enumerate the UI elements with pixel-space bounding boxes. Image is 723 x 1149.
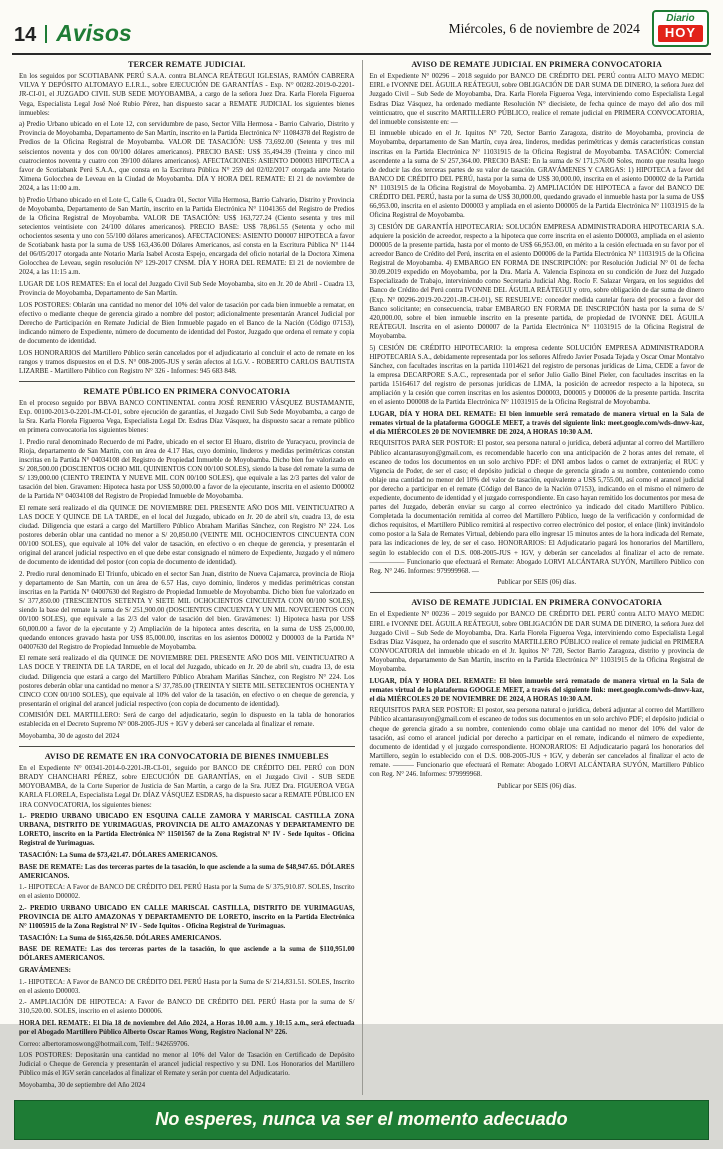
notice-tercer-remate-judicial: [19, 60, 355, 376]
issue-date: Miércoles, 6 de noviembre de 2024: [448, 20, 640, 36]
notice-title: AVISO DE REMATE JUDICIAL EN PRIMERA CONVOCATORIA: [411, 60, 663, 70]
right-column: [362, 60, 712, 1095]
notice-paragraph: LOS POSTORES: Depositarán una cantidad no menor al 10% del Valor de Tasación en Certificado de Depósito Judicial o Cheque de Gerencia y presentarán el arancel judicial respectivo y su DNI. Los Honorarios del Martillero Público más el IGV serán cancelados al finalizar el Remate y serán por cuenta del Adjudicatario.: [19, 1051, 355, 1078]
notice-paragraph: 2. Predio rural denominado El Triunfo, ubicado en el sector San Juan, distrito de Nueva Cajamarca, provincia de Rioja y departamento de San Martín, con un área de 6.57 Has, cuyo dominio, linderos y medidas perimétricas constan inscritas en la Partida N° 04007630 del Registro de Propiedad Inmueble de Moyobamba. Dicho bien fue valorizado en S/ 377,850.00 (TRESCIENTOS SETENTA Y SIETE MIL OCHOCIENTOS CINCUENTA CON 00/100 SOLES), siendo la base del remate la suma de S/ 251,900.00 (DOSCIENTOS CINCUENTA Y UN MIL NOVECIENTOS CON 00/100 SOLES), que equivale a las 2/3 del valor de tasación del bien. Gravámenes: 1) Hipoteca hasta por US$ 60,000.00 a favor de la ejecutante y 2) Ampliación de la hipoteca antes descrita, en la suma de US$ 25,000.00, quedando entonces gravado hasta por US$ 85,000.00, inscritas en los asientos D00002 y D00003 de la Partida N° 04007630 del Registro de Propiedad Inmueble de Moyobamba.: [19, 569, 355, 651]
notice-paragraph: b) Predio Urbano ubicado en el Lote C, Calle 6, Cuadra 01, Sector Villa Hermosa, Barrio Calvario, Distrito y Provincia de Moyobamba, Departamento de San Martín, inscrito en la Partida Electrónica N° 11041365 del Registro de Predios de la Oficina Registral de Moyobamba. VALOR DE TASACIÓN: US$ 163,727.24 (Ciento sesenta y tres mil setecientos veintisiete con 24/100 dólares americanos). PRECIO BASE: US$ 78,861.55 (Setenta y ocho mil ochocientos sesenta y uno con 55/100 dólares americanos). AFECTACIONES: ASIENTO D00007 HIPOTECA a favor de Scotiabank hasta por la suma de US$ 163,436.00 Dólares Americanos, así consta en la Escritura Pública N° 1144 del 06/05/2017 otorgada ante Notario María Isabel Acosta Espejo, encargada del oficio notarial de la Doctora Ximena Golocchea de Leveau, según resolución N° 129-2017 CNSM. DÍA Y HORA DEL REMATE: El 21 de noviembre de 2024, a las 11:15 a.m.: [19, 195, 355, 277]
page-footer: [12, 1095, 711, 1149]
header-divider: [45, 25, 47, 43]
notices-area: [12, 55, 711, 1095]
notice-paragraph: TASACIÓN: La Suma de $165,426.50. DÓLARES AMERICANOS.: [19, 933, 222, 942]
notice-paragraph: LUGAR DE LOS REMATES: En el local del Juzgado Civil Sub Sede Moyobamba, sito en Jr. 20 de Abril - Cuadra 13, Provincia de Moyobamba, Departamento de San Martín.: [19, 279, 355, 297]
section-title: Avisos: [56, 20, 132, 47]
notice-paragraph: En el proceso seguido por BBVA BANCO CONTINENTAL contra JOSÉ RENERIO VÁSQUEZ BUSTAMANTE, Exp. 00100-2013-0-2201-JM-CI-01, sobre ejecución de garantías, el Juzgado Civil Sub Sede Moyobamba, a cargo de la Sra. Karla Florela Figueroa Vega, Especialista Legal Dr. Esdras Díaz Vásquez, ha dispuesto sacar a remate público en primera convocatoria los siguientes bienes:: [19, 398, 355, 435]
notice-paragraph: GRAVÁMENES:: [19, 966, 71, 975]
notice-title: TERCER REMATE JUDICIAL: [127, 60, 246, 70]
notice-paragraph: a) Predio Urbano ubicado en el Lote 12, con servidumbre de paso, Sector Villa Hermosa - Barrio Calvario, Distrito y Provincia de Moyobamba, Departamento de San Martín, inscrito en la Partida Electrónica N° 11084378 del Registro de Predios de la Oficina Registral de Moyobamba. VALOR DE TASACIÓN: US$ 73,692.00 (Setenta y tres mil seiscientos noventa y dos con 00/100 dólares americanos). PRECIO BASE: US$ 35,494.39 (Treinta y cinco mil cuatrocientos noventa y cuatro con 39/100 dólares americanos). AFECTACIONES: ASIENTO D00003 HIPOTECA a favor de Scotiabank Perú S.A.A., que consta en la Escritura Pública N° 259 del 02/02/2017 otorgada ante Notario Ximena Golocchea de Leveau en la Ciudad de Moyobamba. DÍA Y HORA DEL REMATE: El 21 de noviembre de 2024, a las 11:00 a.m.: [19, 120, 355, 192]
notice-title: REMATE PÚBLICO EN PRIMERA CONVOCATORIA: [83, 386, 291, 396]
date-brand-block: [449, 10, 709, 47]
left-column: [12, 60, 362, 1095]
notice-paragraph: Correo: albertoramoswong@hotmail.com, Telf.: 942659706.: [19, 1039, 190, 1048]
notice-body: [19, 764, 355, 1090]
notice-paragraph: LUGAR, DÍA Y HORA DEL REMATE: El bien inmueble será rematado de manera virtual en la Sala de remates virtual de la plataforma GOOGLE MEET, a través del siguiente link: meet.google.com/wds-dnwv-kaz, el día MIÉRCOLES 20 DE NOVIEMBRE DE 2024, A HORAS 10:30 A.M.: [369, 409, 704, 436]
notice-paragraph: En los seguidos por SCOTIABANK PERÚ S.A.A. contra BLANCA REÁTEGUI IGLESIAS, RAMÓN CABRERA VILVA Y DEPÓSITO ALTOMAYO E.I.R.L., sobre EJECUCIÓN DE GARANTÍAS - Exp. N° 00282-2019-0-2201-JR-CI-01, el JUZGADO CIVIL SUB SEDE MOYOBAMBA, a cargo de la señora Juez Dra. Karla Florela Figueroa Vega, Especialista Legal José Noé Rubio Pérez, han dispuesto sacar a REMATE JUDICIAL los siguientes bienes inmuebles:: [19, 72, 355, 117]
notice-paragraph: 1.- PREDIO URBANO UBICADO EN ESQUINA CALLE ZAMORA Y MARISCAL CASTILLA ZONA URBANA, DISTRITO DE YURIMAGUAS, PROVINCIA DE ALTO AMAZONAS Y DEPARTAMENTO DE LORETO, inscrito en la Partida Electrónica N° 11501567 de la Zona Registral N° IV - Sede Iquitos - Oficina Registral de Yurimaguas.: [19, 812, 355, 848]
notice-paragraph: HORA DEL REMATE: El Día 18 de noviembre del Año 2024, a Horas 10.00 a.m. y 10:15 a.m., será efectuada por el Abogado Martillero Público Alberto Oscar Ramos Wong, Registro Nacional N° 226.: [19, 1019, 355, 1037]
notice-paragraph: En el Expediente N° 00296 – 2018 seguido por BANCO DE CRÉDITO DEL PERÚ contra ALTO MAYO MEDIC EIRL e IVONNE DEL ÁGUILA REÁTEGUI, sobre OBLIGACIÓN DE DAR SUMA DE DINERO, la señora Juez del Juzgado Civil – Sub Sede de Moyobamba, Dra. Karla Florela Figueroa Vega, interviniendo como Especialista Legal Esdras Díaz Vásquez, ha ordenado mediante Resolución N° diecisiete, de fecha quince de mayo del año dos mil veinticuatro, que el suscrito MARTILLERO PÚBLICO, realice el remate judicial en PRIMERA CONVOCATORIA, del inmueble consistente en: —: [369, 72, 704, 126]
notice-paragraph: LUGAR, DÍA Y HORA DEL REMATE: El bien inmueble será rematado de manera virtual en la Sala de remates virtual de la plataforma GOOGLE MEET, a través del siguiente link: meet.google.com/wds-dnwv-kaz, el día MIÉRCOLES 20 DE NOVIEMBRE DE 2024, A HORAS 10:30 A.M.: [369, 676, 704, 703]
notice-paragraph: 5) CESIÓN DE CRÉDITO HIPOTECARIO: la empresa cedente SOLUCIÓN EMPRESA ADMINISTRADORA HIPOTECARIA S.A., debidamente representada por los señores Alfredo Javier Posada Tejada y Oscar Omar Montalvo Sánchez, con facultades inscritas en la partida 11014621 del registro de personas jurídicas de Lima, CEDE a favor de la empresa DECARPORE S.A.C., representada por el señor Julio Gallo Binel Pieler, con facultades inscritas en la partida 15164617 del registro de personas jurídicas de LIMA, la posición de acreedor respecto a la hipoteca, su ampliación y la cesión que corren inscritas en los asientos D00003, D00005 y D00006 de la presente partida. Inscrita en el asiento D00008 de la Partida Electrónica N° 11031915 de la Oficina Registral de Moyobamba.: [369, 343, 704, 407]
page-number: 14: [14, 24, 37, 47]
footer-banner: [14, 1100, 709, 1140]
notice-paragraph: COMISIÓN DEL MARTILLERO: Será de cargo del adjudicatario, según lo dispuesto en la tabla de honorarios establecida en el Decreto Supremo N° 008-2005-JUS + IGV y deberá ser cancelada al finalizar el remate.: [19, 711, 355, 729]
notice-paragraph: BASE DE REMATE: Las dos terceras partes de la tasación, lo que asciende a la suma de $48,947.65. DÓLARES AMERICANOS.: [19, 862, 355, 880]
notice-paragraph: LOS POSTORES: Oblarán una cantidad no menor del 10% del valor de tasación por cada bien inmueble a rematar, en efectivo o mediante cheque de gerencia girado a nombre del postor; adicionalmente presentarán Arancel Judicial por Derecho de Participación en Remate Judicial de Bien Inmueble pagado en el Banco de la Nación (Código 07153), indicando número de Expediente, número de documento de identidad del Postor, Juzgado que ordena el remate y copia de documento de identidad.: [19, 300, 355, 345]
notice-paragraph: En el Expediente N° 00341-2014-0-2201-JR-CI-01, seguido por BANCO DE CRÉDITO DEL PERÚ con DON BRADY CHANCHARI PÉREZ, sobre EJECUCIÓN DE GARANTÍAS, en el Juzgado Civil - SUB SEDE MOYOBAMBA, de la Corte Superior de Justicia de San Martín, a cargo de la Sra. JUEZ Dra. FIGUEROA VEGA KARLA FLORELA, Especialista Legal Dr. DÍAZ VÁSQUEZ ESDRAS, ha dispuesto sacar a REMATE PÚBLICO EN 1RA CONVOCATORIA, los siguientes bienes:: [19, 764, 355, 809]
notice-paragraph: 1.- HIPOTECA: A Favor de BANCO DE CRÉDITO DEL PERÚ Hasta por la Suma de S/ 375,910.87. SOLES, Inscrito en el asiento D00002.: [19, 883, 355, 901]
notice-body: [19, 72, 355, 376]
notice-paragraph: Moyobamba, 30 de agosto del 2024: [19, 732, 120, 741]
notice-body: [19, 399, 355, 741]
logo-hoy-text: HOY: [658, 25, 703, 42]
notice-paragraph: Moyobamba, 30 de septiembre del Año 2024: [19, 1081, 146, 1090]
notice-title: AVISO DE REMATE JUDICIAL EN PRIMERA CONVOCATORIA: [411, 598, 663, 608]
notice-paragraph: TASACIÓN: La Suma de $73,421.47. DÓLARES AMERICANOS.: [19, 851, 218, 860]
notice-body: [370, 72, 705, 587]
notice-remate-1ra-convocatoria-bienes-inmuebles: [19, 746, 355, 1090]
notice-paragraph: En el Expediente N° 00236 – 2019 seguido por BANCO DE CRÉDITO DEL PERÚ contra ALTO MAYO MEDIC EIRL e IVONNE DEL ÁGUILA REÁTEGUI, sobre OBLIGACIÓN DE DAR SUMA DE DINERO, la señora Juez del Juzgado Civil – Sub Sede de Moyobamba, Dra. Karla Florela Figueroa Vega, interviniendo como Especialista Legal Esdras Díaz Vásquez, ha ordenado que el suscrito MARTILLERO PÚBLICO realice el remate judicial en PRIMERA CONVOCATORIA del inmueble ubicado en el Jr. Iquitos N° 720, Sector Barrio Zaragoza, distrito y provincia de Moyobamba, departamento de San Martín, inscrito en la Partida Electrónica N° 11031915 de la Oficina Registral de Moyobamba.: [369, 610, 704, 674]
notice-title: AVISO DE REMATE EN 1RA CONVOCATORIA DE BIENES INMUEBLES: [44, 752, 329, 762]
banner-text: No esperes, nunca va ser el momento adecuado: [155, 1109, 568, 1130]
notice-paragraph: 2.- AMPLIACIÓN DE HIPOTECA: A Favor de BANCO DE CRÉDITO DEL PERÚ Hasta por la suma de S/ 310,520.00. SOLES, inscrito en el asiento D00006.: [19, 998, 355, 1016]
notice-paragraph: REQUISITOS PARA SER POSTOR: El postor, sea persona natural o jurídica, deberá adjuntar al correo del Martillero Público alcantarasuyon@gmail.com, es recomendable hacerlo con una anticipación de 2 horas antes del remate, el escaneo de todos los documentos en un solo archivo PDF: el DNI ambos lados o carnet de extranjería; el RUC y Vigencia de Poder, de ser el caso; el depósito judicial o cheque de gerencia girado a su nombre, conteniendo como oblaje una cantidad no menor del 10% del valor de tasación, equivalente a US$ 5,755.00, así como el arancel judicial por derecho a participar en el remate (Código del Banco de la Nación 07153), indicando en el mismo el número de expediente, documento de identidad y el juzgado correspondiente. En caso hayan remitido los documentos por mesa de partes del Juzgado, deberán enviar su cargo al correo electrónico ya indicado del citado Martillero Público. Completada la documentación remitida al correo del Martillero Público, luego de la verificación y conformidad de dichos requisitos, el Martillero Público remitirá al respectivo correo electrónico del postor, el enlace (link) invitándolo como postor a la Sala de Remates Virtual, debiendo para ello ingresar 15 minutos antes de la hora indicada del Remate, para las indicaciones de ley, de ser el caso. HONORARIOS: El Adjudicatario pagará los honorarios del Martillero, según lo establecido con el D.S. 008-2005-JUS + IGV, y deberán ser cancelados al finalizar el acto de remate. ————— Funcionario que efectuará el Remate: Abogado LORVI ALCÁNTARA SUYÓN, Martillero Público con Reg. N° 246. Informes: 979999968. —: [369, 439, 704, 575]
page-header: [12, 8, 711, 55]
notice-remate-publico-primera-convocatoria: [19, 381, 355, 741]
notice-paragraph: El inmueble ubicado en el Jr. Iquitos N° 720, Sector Barrio Zaragoza, distrito de Moyobamba, provincia de Moyobamba, departamento de San Martín, cuya área, linderos, medidas perimétricas y demás características constan inscritas en la Partida Electrónica N° 11031915 de la Oficina Registral de Moyobamba. TASACIÓN: Comercial ascendente a la suma de S/ 257,364.00. PRECIO BASE: En la suma de S/ 171,576.00 Soles, monto que resulta luego de deducir las dos terceras partes de su valor de tasación. GRAVÁMENES Y CARGAS: 1) HIPOTECA a favor del BANCO DE CRÉDITO DEL PERÚ, hasta por la suma de US$ 30,000.00, inscrita en el asiento D00002 de la Partida N° 11031915 de la Oficina Registral de Moyobamba. 2) AMPLIACIÓN DE HIPOTECA a favor del BANCO DE CRÉDITO DEL PERÚ, hasta por la suma de US$ 30,000.00, quedando gravado el inmueble hasta por la suma de US$ 66,953.00, inscrita en el asiento D00003 y ampliada en el asiento D00005 de la Partida Electrónica N° 11031915 de la Oficina Registral de Moyobamba.: [369, 129, 704, 220]
notice-paragraph: El remate será realizado el día QUINCE DE NOVIEMBRE DEL PRESENTE AÑO DOS MIL VEINTICUATRO A LAS DOCE Y TREINTA DE LA TARDE, en el local del Juzgado, ubicado en Jr. 20 de abril s/n, cuadra 13, de esta ciudad. Diligencia que estará a cargo del Martillero Público Abraham Mariñas Sánchez, con Registro N° 224. Los postores deberán oblar una cantidad no menor a S/ 37,785.00 (TREINTA Y SIETE MIL SETECIENTOS OCHENTA Y CINCO CON 00/100 SOLES), que equivale al 10% del valor de la tasación, en efectivo o en cheque de gerencia, y presentarán el original del arancel judicial respectivo (con copia de documento de identidad).: [19, 654, 355, 708]
diario-hoy-logo: [652, 10, 709, 47]
notice-body: [370, 610, 705, 790]
notice-remate-judicial-primera-convocatoria-2: [370, 592, 705, 790]
logo-diario-text: Diario: [666, 13, 695, 24]
notice-paragraph: Publicar por SEIS (06) días.: [497, 578, 577, 587]
section-block: [14, 20, 132, 47]
notice-paragraph: 2.- PREDIO URBANO UBICADO EN CALLE MARISCAL CASTILLA, DISTRITO DE YURIMAGUAS, PROVINCIA DE ALTO AMAZONAS Y DEPARTAMENTO DE LORETO, inscrito en la Partida Electrónica N° 11005915 de la Zona Registral N° IV - Sede Iquitos - Oficina Registral de Yurimaguas.: [19, 903, 355, 931]
notice-paragraph: 1.- HIPOTECA: A Favor de BANCO DE CRÉDITO DEL PERÚ Hasta por la Suma de S/ 214,831.51. SOLES, Inscrito en el asiento D00003.: [19, 977, 355, 995]
notice-paragraph: Publicar por SEIS (06) días.: [497, 781, 577, 790]
notice-paragraph: 3) CESIÓN DE GARANTÍA HIPOTECARIA: SOLUCIÓN EMPRESA ADMINISTRADORA HIPOTECARIA S.A. adquiere la posición de acreedor, respecto a la hipoteca que corre inscrita en el asiento D00003, ampliada en el asiento D00005 de la presente partida, hasta por el monto de US$ 66,953.00, en mérito a la cesión efectuada en su favor por el acreedor Banco de Crédito del Perú, inscrita en el asiento D00006 de la Partida Electrónica N° 11031915 de la Oficina Registral de Moyobamba. 4) EMBARGO EN FORMA DE INSCRIPCIÓN: por Resolución Judicial N° 01 de fecha 30.09.2019 expedido en Moyobamba, por la Dra. María A. Valencia Espinoza en su condición de Juez del Juzgado Especializado de Trabajo, interviniendo como Secretaria Judicial Abg. Rocío F. Salazar Vergara, en los seguidos del Banco de Crédito del Perú contra IVONNE DEL ÁGUILA REÁTEGUI y otro, sobre obligación de dar suma de dinero (Exp. N° 00296-2019-20-2201-JR-CH-01), SE RESUELVE: conceder medida cautelar fuera del proceso a favor del Banco solicitante; en consecuencia, trabar EMBARGO EN FORMA DE INSCRIPCIÓN hasta por la suma de S/ 420,000.00, sobre el bien inmueble inscrito en la presente partida, de propiedad de IVONNE DEL ÁGUILA REÁTEGUI. Inscrita en el asiento D00007 de la Partida Electrónica N° 11031915 de la Oficina Registral de Moyobamba.: [369, 222, 704, 340]
notice-paragraph: LOS HONORARIOS del Martillero Público serán cancelados por el adjudicatario al concluir el acto de remate en los rangos y tramos dispuestos en el D.S. N° 008-2005-JUS y serán afectos al I.G.V. - ROBERTO CARLOS BAUTISTA LIZARBE - Martillero Público con Registro N° 326 - Informes: 945 683 848.: [19, 348, 355, 375]
notice-paragraph: BASE DE REMATE: Las dos terceras partes de la tasación, lo que asciende a la suma de $110,951.00 DÓLARES AMERICANOS.: [19, 945, 355, 963]
notice-paragraph: REQUISITOS PARA SER POSTOR: El postor, sea persona natural o jurídica, deberá adjuntar al correo del Martillero Público alcantarasuyon@gmail.com el escaneo de todos sus documentos en un solo archivo PDF; el depósito judicial o cheque de gerencia girado a su nombre, conteniendo como oblaje una cantidad no menor del 10% del valor de tasación, así como el arancel judicial por derecho a participar en el remate, indicando el número de expediente, documento de identidad y el juzgado correspondiente. HONORARIOS: El Adjudicatario pagará los honorarios del Martillero, según lo establecido con el D.S. 008-2005-JUS + IGV, y deberán ser cancelados al finalizar el acto de remate. ——— Funcionario que efectuará el Remate: Abogado LORVI ALCÁNTARA SUYÓN, Martillero Público con Reg. N° 246. Informes: 979999968.: [369, 706, 704, 779]
notice-paragraph: 1. Predio rural denominado Recuerdo de mi Padre, ubicado en el sector El Huaro, distrito de Yuracyacu, provincia de Rioja, departamento de San Martín, con un área de 4.17 Has, cuyo dominio, linderos y medidas perimétricas constan inscritas en la Partida N° 04034108 del Registro de Propiedad Inmueble de Moyobamba. Dicho bien fue valorizado en S/ 208,500.00 (DOSCIENTOS OCHO MIL QUINIENTOS CON 00/100 SOLES), siendo la base del remate la suma de S/ 139,000.00 (CIENTO TREINTA Y NUEVE MIL CON 00/100 SOLES), que equivale a las 2/3 partes del valor de tasación del bien. Gravamen: Hipoteca hasta por US$ 50,000.00 a favor de la ejecutante, inscrita en el asiento D00002 de la Partida N° 04034108 del Registro de Propiedad Inmueble de Moyobamba.: [19, 437, 355, 501]
notice-remate-judicial-primera-convocatoria-1: [370, 60, 705, 587]
notice-paragraph: El remate será realizado el día QUINCE DE NOVIEMBRE DEL PRESENTE AÑO DOS MIL VEINTICUATRO A LAS DOCE Y QUINCE DE LA TARDE, en el local del Juzgado, ubicado en Jr. 20 de abril s/n, cuadra 13, de esta ciudad. Diligencia que estará a cargo del Martillero Público Abraham Mariñas Sánchez, con Registro N° 224. Los postores deberán oblar una cantidad no menor a S/ 20,850.00 (VEINTE MIL OCHOCIENTOS CINCUENTA CON 00/100 SOLES), que equivale al 10% del valor de tasación, en efectivo o en cheque de gerencia, y presentarán el original del arancel judicial respectivo en el que debe estar consignado el número de Expediente, Juzgado y el número de documento de identidad del postor (con copia de documento de identidad).: [19, 503, 355, 567]
